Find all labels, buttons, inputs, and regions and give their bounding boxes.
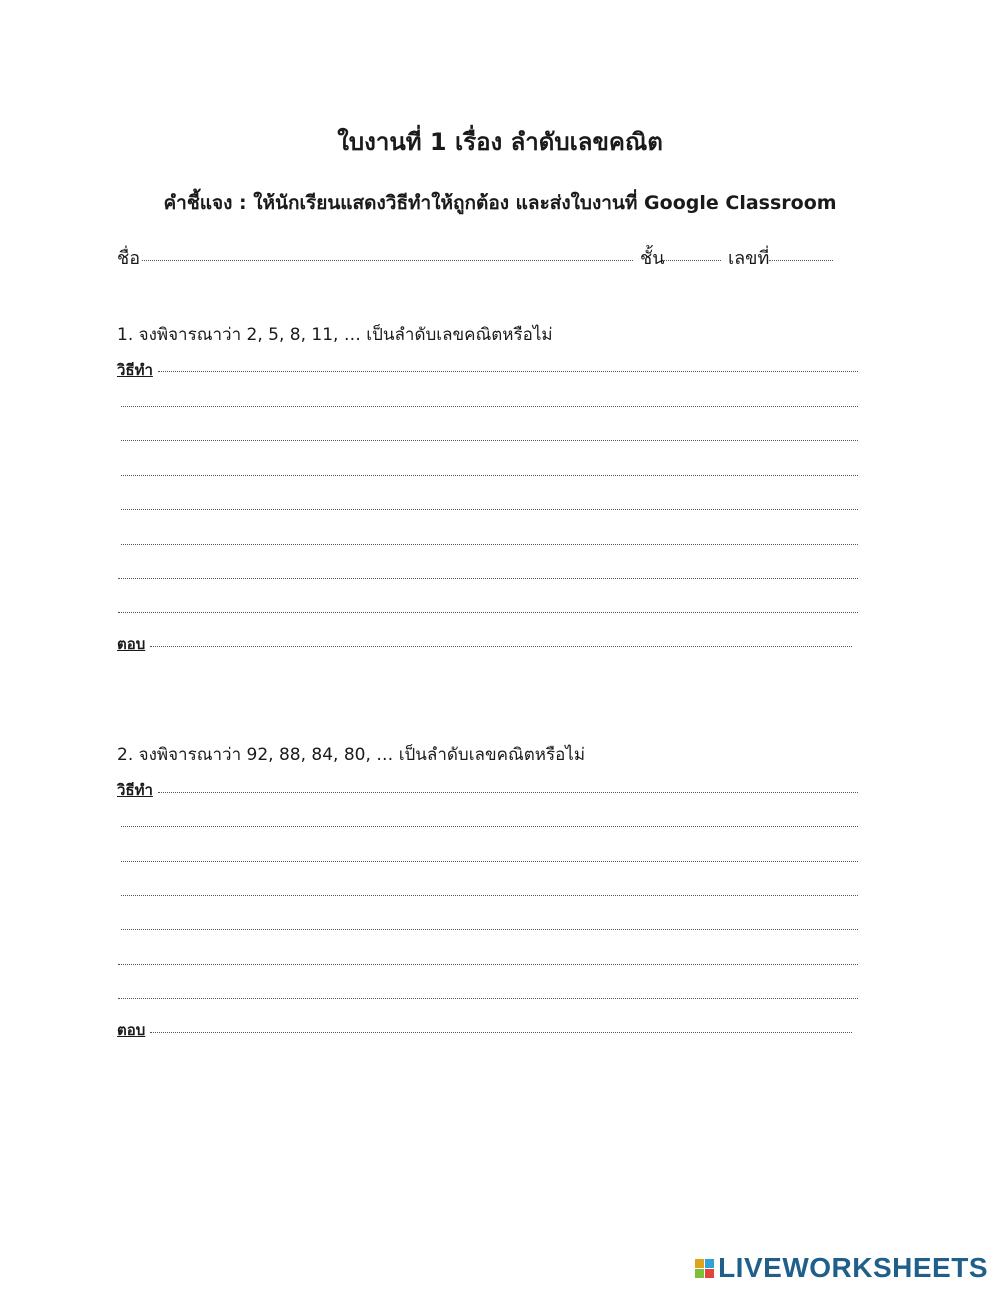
question-2-method-line[interactable] (158, 792, 858, 793)
question-1-work-line[interactable] (121, 509, 858, 510)
logo-tile (705, 1269, 714, 1278)
question-2-work-line[interactable] (121, 929, 858, 930)
question-2-text: 2. จงพิจารณาว่า 92, 88, 84, 80, … เป็นลำดับเลขคณิตหรือไม่ (117, 745, 586, 765)
question-1-text: 1. จงพิจารณาว่า 2, 5, 8, 11, … เป็นลำดับเลขคณิตหรือไม่ (117, 325, 553, 345)
question-2-work-line[interactable] (121, 826, 858, 827)
question-2-method-label: วิธีทำ (117, 781, 153, 799)
liveworksheets-logo[interactable] (695, 1252, 988, 1284)
question-2-work-line[interactable] (121, 895, 858, 896)
question-2-work-line[interactable] (121, 861, 858, 862)
question-2-answer-line[interactable] (150, 1032, 852, 1033)
question-2-answer-label: ตอบ (117, 1021, 146, 1039)
number-label: เลขที่ (728, 248, 770, 269)
question-2-work-line[interactable] (118, 998, 858, 999)
instruction-text: คำชี้แจง : ให้นักเรียนแสดงวิธีทำให้ถูกต้อง และส่งใบงานที่ Google Classroom (163, 192, 837, 214)
question-1-work-line[interactable] (121, 475, 858, 476)
question-1-answer-label: ตอบ (117, 635, 146, 653)
class-field[interactable] (664, 260, 721, 261)
student-info-row (117, 243, 140, 272)
logo-tile (705, 1259, 714, 1268)
name-field[interactable] (142, 260, 633, 261)
class-label: ชั้น (640, 248, 665, 269)
question-1-work-line[interactable] (118, 612, 858, 613)
logo-icon (695, 1259, 714, 1278)
question-1-work-line[interactable] (118, 578, 858, 579)
question-1-answer-line[interactable] (150, 646, 852, 647)
logo-tile (695, 1259, 704, 1268)
name-label: ชื่อ (117, 248, 141, 269)
question-1-method-label: วิธีทำ (117, 361, 153, 379)
number-field[interactable] (769, 260, 833, 261)
question-1-method-line[interactable] (158, 371, 858, 372)
question-2-work-line[interactable] (118, 964, 858, 965)
worksheet-title: ใบงานที่ 1 เรื่อง ลำดับเลขคณิต (337, 128, 663, 156)
question-1-work-line[interactable] (121, 406, 858, 407)
question-1-work-line[interactable] (121, 544, 858, 545)
question-1-work-line[interactable] (121, 440, 858, 441)
logo-text: LIVEWORKSHEETS (718, 1252, 988, 1283)
logo-tile (695, 1269, 704, 1278)
